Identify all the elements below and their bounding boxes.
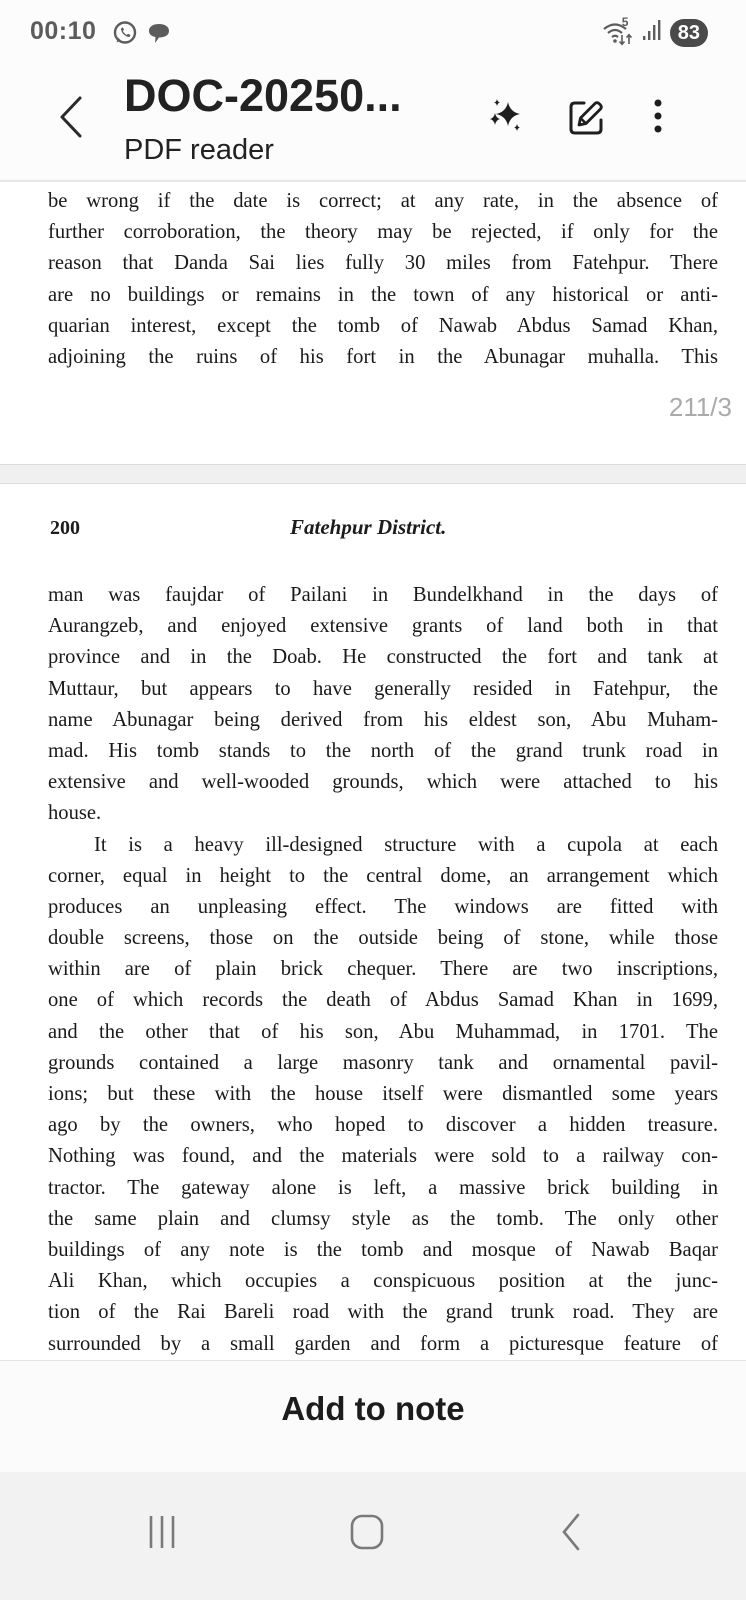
- recent-apps-button[interactable]: [146, 1512, 180, 1557]
- page-heading: Fatehpur District.: [290, 515, 447, 539]
- text-line: corner, equal in height to the central dome, an arrangement which: [48, 864, 718, 887]
- page-separator: [0, 464, 746, 484]
- text-line: are no buildings or remains in the town of any historical or anti-: [48, 283, 718, 306]
- text-line: tractor. The gateway alone is left, a massive brick building in: [48, 1176, 718, 1199]
- app-subtitle: PDF reader: [124, 134, 274, 166]
- recent-apps-icon: [146, 1512, 180, 1552]
- text-line: Nothing was found, and the materials were sold to a railway con-: [48, 1145, 718, 1168]
- text-line: the same plain and clumsy style as the tomb. The only other: [48, 1207, 718, 1230]
- chevron-left-icon: [56, 94, 86, 140]
- system-navigation-bar: [0, 1472, 746, 1600]
- ai-sparkle-button[interactable]: [486, 96, 526, 141]
- printed-page-number: 200: [50, 517, 80, 539]
- chat-bubble-icon: [146, 22, 172, 51]
- bottom-action-bar: [0, 1360, 746, 1472]
- edit-button[interactable]: [566, 98, 606, 143]
- text-line: mad. His tomb stands to the north of the grand trunk road in: [48, 739, 718, 762]
- status-time: 00:10: [30, 17, 97, 45]
- text-line: extensive and well-wooded grounds, which were attached to his: [48, 771, 718, 794]
- text-line: name Abunagar being derived from his eldest son, Abu Muham-: [48, 708, 718, 731]
- page-body-text: [48, 580, 718, 1453]
- status-bar: [0, 0, 746, 66]
- text-line: Aurangzeb, and enjoyed extensive grants of land both in that: [48, 615, 718, 638]
- battery-indicator: 83: [670, 19, 708, 47]
- text-line: It is a heavy ill-designed structure with a cupola at each: [94, 833, 718, 856]
- text-line: further corroboration, the theory may be rejected, if only for the: [48, 221, 718, 244]
- text-line: within are of plain brick chequer. There are two inscriptions,: [48, 958, 718, 981]
- more-options-button[interactable]: [648, 96, 668, 145]
- back-icon: [556, 1512, 586, 1552]
- text-line: Muttaur, but appears to have generally resided in Fatehpur, the: [48, 677, 718, 700]
- more-options-icon: [648, 96, 668, 140]
- home-button[interactable]: [350, 1512, 384, 1557]
- page-counter: 211/3: [668, 392, 732, 422]
- text-line: Ali Khan, which occupies a conspicuous position at the junc-: [48, 1270, 718, 1293]
- document-title: DOC-20250...: [124, 70, 402, 121]
- whatsapp-icon: [112, 20, 138, 51]
- text-line: be wrong if the date is correct; at any rate, in the absence of: [48, 190, 718, 212]
- pdf-viewer[interactable]: [0, 182, 746, 1360]
- text-line: grounds contained a large masonry tank and ornamental pavil-: [48, 1051, 718, 1074]
- text-line: one of which records the death of Abdus Samad Khan in 1699,: [48, 989, 718, 1012]
- text-line: quarian interest, except the tomb of Nawab Abdus Samad Khan,: [48, 314, 718, 337]
- app-header: [0, 66, 746, 180]
- add-to-note-button[interactable]: Add to note: [281, 1390, 465, 1427]
- nav-back-button[interactable]: [556, 1512, 586, 1557]
- text-line: ions; but these with the house itself were dismantled some years: [48, 1083, 718, 1105]
- signal-icon: [642, 18, 664, 47]
- wifi-icon: [602, 14, 636, 47]
- text-line: province and in the Doab. He constructed the fort and tank at: [48, 646, 718, 669]
- text-line: reason that Danda Sai lies fully 30 miles from Fatehpur. There: [48, 252, 718, 275]
- wifi-label: 5: [621, 14, 629, 29]
- ai-sparkle-icon: [486, 96, 526, 136]
- text-line: ago by the owners, who hoped to discover a hidden treasure.: [48, 1114, 718, 1137]
- back-button[interactable]: [56, 94, 86, 140]
- text-line: double screens, those on the outside being of stone, while those: [48, 927, 718, 950]
- text-line: tion of the Rai Bareli road with the grand trunk road. They are: [48, 1301, 718, 1324]
- text-line: produces an unpleasing effect. The windows are fitted with: [48, 895, 718, 918]
- edit-icon: [566, 98, 606, 138]
- text-line: man was faujdar of Pailani in Bundelkhand in the days of: [48, 584, 718, 606]
- text-line: and the other that of his son, Abu Muhammad, in 1701. The: [48, 1020, 718, 1043]
- text-line: adjoining the ruins of his fort in the Abunagar muhalla. This: [48, 345, 718, 368]
- previous-page-text: [48, 186, 718, 373]
- text-line: house.: [48, 802, 102, 825]
- text-line: buildings of any note is the tomb and mosque of Nawab Baqar: [48, 1238, 718, 1261]
- home-icon: [350, 1512, 384, 1552]
- text-line: surrounded by a small garden and form a picturesque feature of: [48, 1332, 718, 1355]
